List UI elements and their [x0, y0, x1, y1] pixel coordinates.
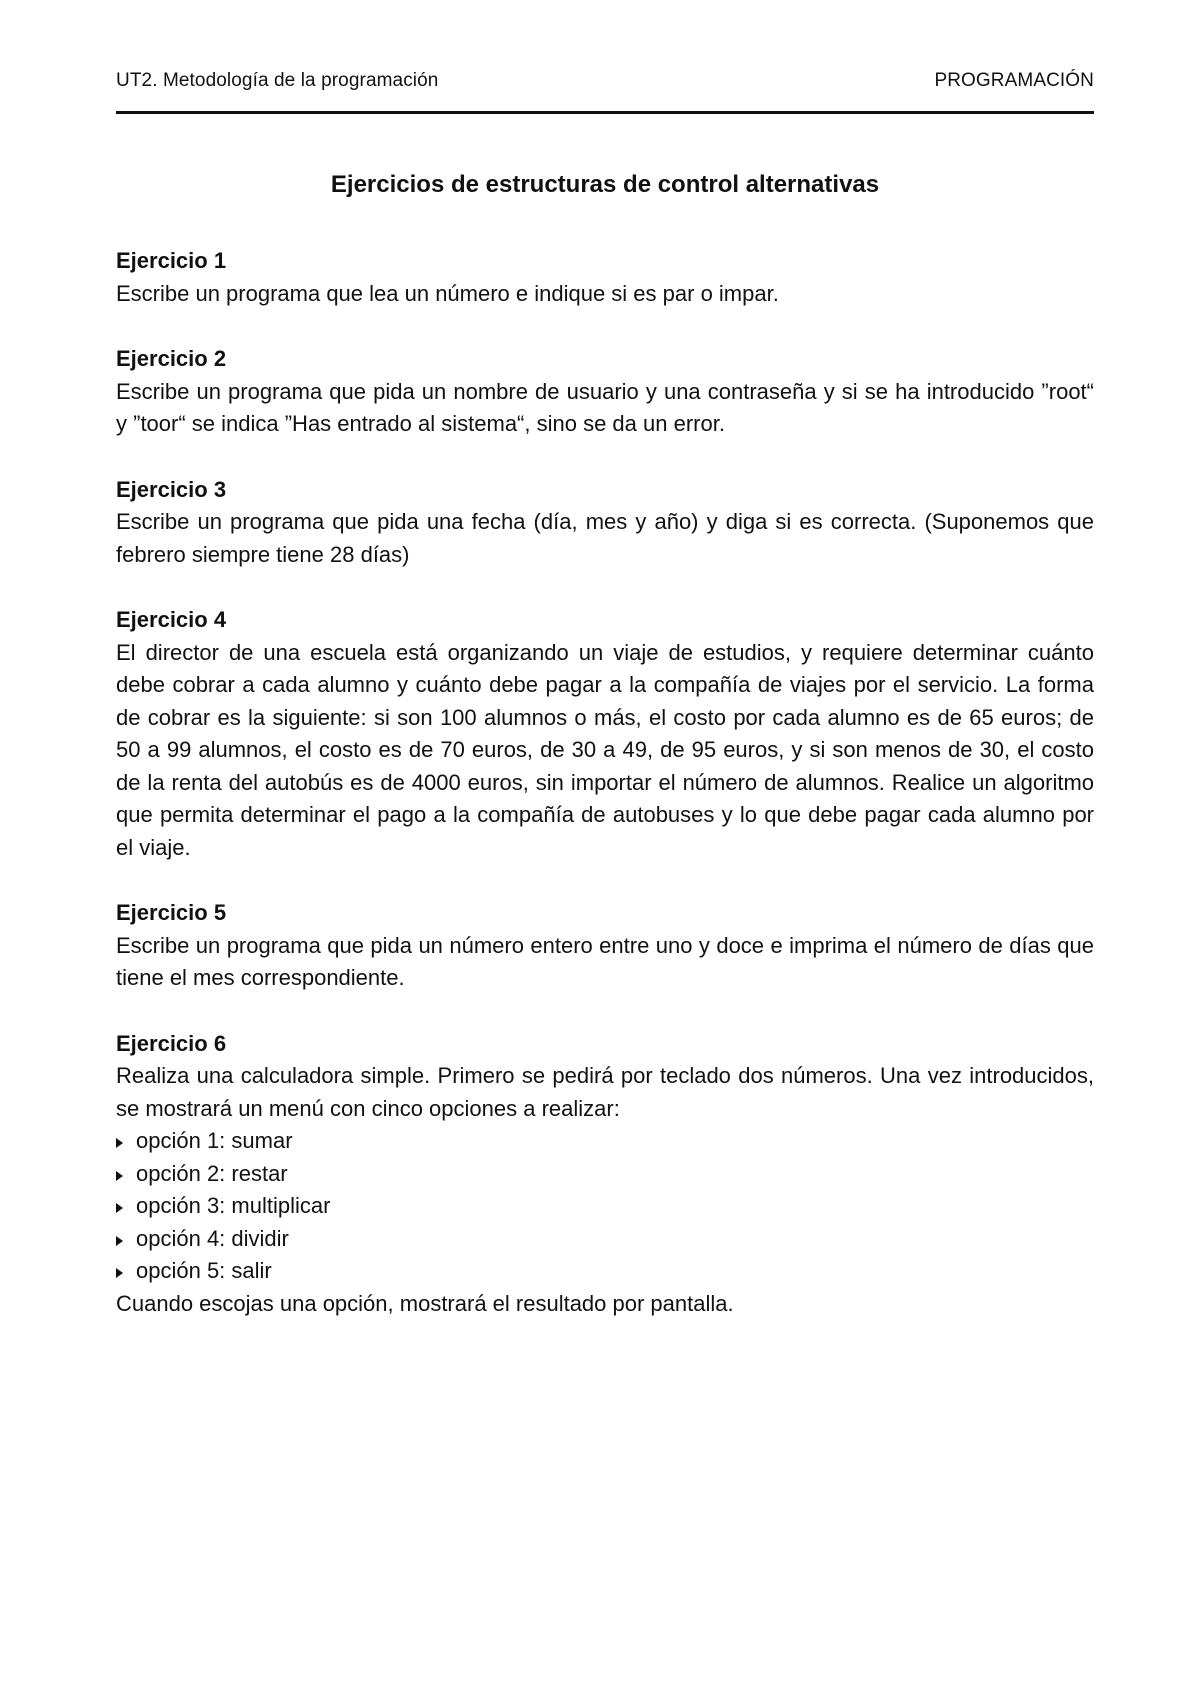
exercise-closing-text: Cuando escojas una opción, mostrará el resultado por pantalla. [116, 1290, 734, 1316]
list-item [116, 1255, 1094, 1288]
option-label: opción 5: salir [136, 1258, 272, 1283]
menu-options-list [116, 1125, 1094, 1288]
exercise-text: Escribe un programa que lea un número e indique si es par o impar. [116, 280, 779, 306]
exercise-4 [116, 604, 1094, 864]
document-title: Ejercicios de estructuras de control alternativas [330, 171, 880, 198]
triangle-right-icon [116, 1203, 123, 1213]
list-item [116, 1223, 1094, 1256]
header-unit-title: UT2. Metodología de la programación [116, 70, 439, 91]
exercise-list [116, 245, 1094, 1353]
option-label: opción 2: restar [136, 1160, 288, 1186]
list-item [116, 1190, 1094, 1223]
option-label: opción 1: sumar [136, 1128, 293, 1153]
exercise-text: El director de una escuela está organizando un viaje de estudios, y requiere determinar cuánto debe cobrar a cada alumno y cuánto debe pagar a la compañía de viajes por el servicio. La forma de cobrar es la siguiente: si son 100 alumnos o más, el costo por cada alumno es de 65 euros; de 50 a 99 alumnos, el costo es de 70 euros, de 30 a 49, de 95 euros, y si son menos de 30, el costo de la renta del autobús es de 4000 euros, sin importar el número de alumnos. Realice un algoritmo que permita determinar el pago a la compañía de autobuses y lo que debe pagar cada alumno por el viaje. [116, 639, 1094, 860]
triangle-right-icon [116, 1236, 123, 1246]
document-page [116, 0, 1094, 1698]
exercise-heading: Ejercicio 5 [116, 900, 227, 925]
exercise-text: Escribe un programa que pida un número entero entre uno y doce e imprima el número de días que tiene el mes correspondiente. [116, 932, 1094, 990]
running-header [116, 70, 1094, 92]
exercise-text: Escribe un programa que pida una fecha (día, mes y año) y diga si es correcta. (Suponemos que febrero siempre tiene 28 días) [116, 509, 1094, 567]
exercise-5 [116, 897, 1094, 995]
exercise-text: Escribe un programa que pida un nombre de usuario y una contraseña y si se ha introducido ”root“ y ”toor“ se indica ”Has entrado al sistema“, sino se da un error. [116, 378, 1094, 436]
exercise-text: Realiza una calculadora simple. Primero se pedirá por teclado dos números. Una vez introducidos, se mostrará un menú con cinco opciones a realizar: [116, 1063, 1094, 1121]
exercise-1 [116, 245, 1094, 310]
exercise-heading: Ejercicio 2 [116, 346, 227, 371]
option-label: opción 3: multiplicar [136, 1193, 331, 1218]
exercise-heading: Ejercicio 4 [116, 607, 227, 632]
triangle-right-icon [116, 1138, 123, 1148]
header-subject: PROGRAMACIÓN [934, 70, 1094, 91]
exercise-6 [116, 1028, 1094, 1321]
triangle-right-icon [116, 1268, 123, 1278]
exercise-heading: Ejercicio 6 [116, 1030, 227, 1056]
exercise-heading: Ejercicio 3 [116, 476, 227, 502]
option-label: opción 4: dividir [136, 1225, 289, 1251]
header-divider [116, 111, 1094, 114]
triangle-right-icon [116, 1171, 123, 1181]
exercise-heading: Ejercicio 1 [116, 248, 227, 273]
exercise-3 [116, 474, 1094, 572]
list-item [116, 1158, 1094, 1191]
exercise-2 [116, 343, 1094, 441]
list-item [116, 1125, 1094, 1158]
